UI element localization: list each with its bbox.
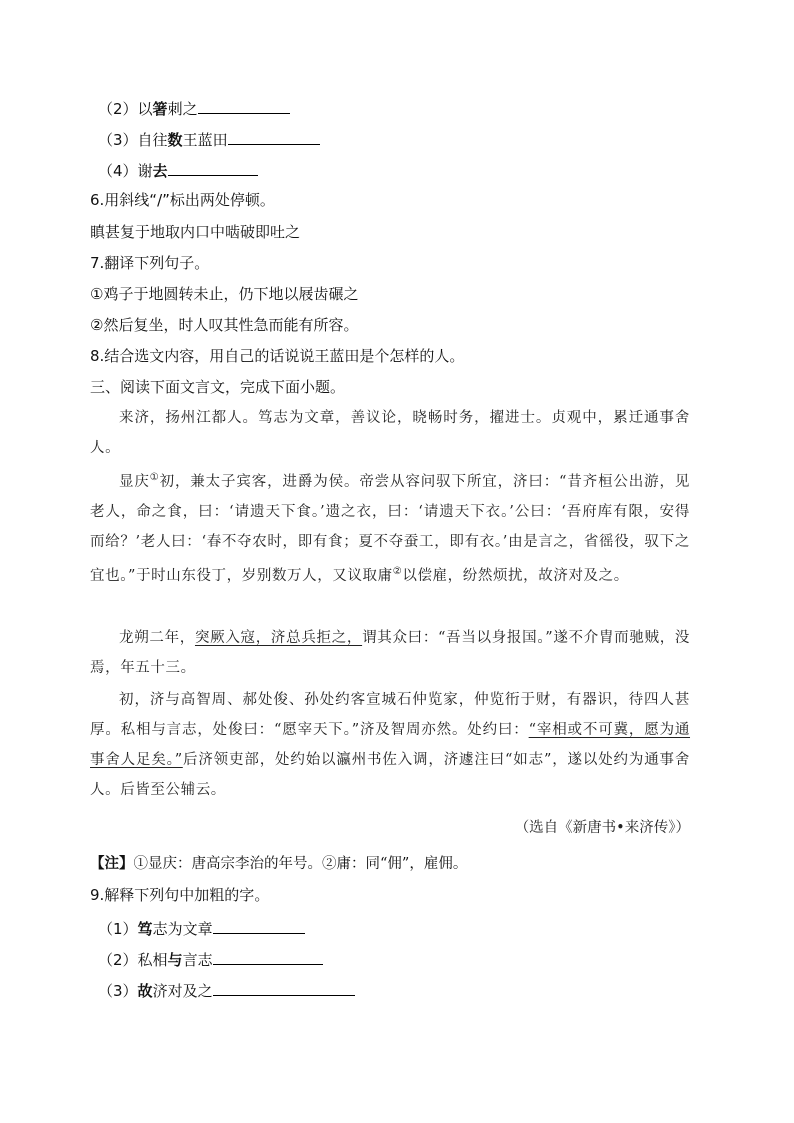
question-7-title: 7.翻译下列句子。 [90,254,210,272]
passage-source: （选自《新唐书•来济传》） [514,820,690,836]
question-item-3: （3）自往数王蓝田 [98,128,320,150]
underlined-sentence: “宰相或不可冀，愿为通事舍人足矣。” [90,722,691,768]
answer-blank[interactable] [168,159,258,176]
question-9-item-3: （3）故济对及之 [98,979,355,1001]
question-9-title: 9.解释下列句中加粗的字。 [90,886,270,904]
question-6-title: 6.用斜线“/”标出两处停顿。 [90,191,275,209]
answer-blank[interactable] [213,979,355,996]
answer-blank[interactable] [213,948,323,965]
question-item-2: （2）以箸刺之 [98,97,290,119]
section-3-heading: 三、阅读下面文言文，完成下面小题。 [90,378,346,396]
bold-char: 与 [167,951,183,969]
question-9-item-1: （1）笃志为文章 [98,917,305,939]
question-8: 8.结合选文内容，用自己的话说说王蓝田是个怎样的人。 [90,347,465,365]
bold-char: 笃 [137,920,153,938]
bold-char: 去 [152,162,168,180]
bold-char: 数 [167,131,183,149]
passage-paragraph-1: 来济，扬州江都人。笃志为文章，善议论，晓畅时务，擢进士。贞观中，累迁通事舍人。 [90,410,690,456]
question-7-sentence-1: ①鸡子于地圆转未止，仍下地以屐齿碾之 [90,285,359,303]
question-6-text: 瞋甚复于地取内口中啮破即吐之 [90,223,301,241]
footnote-marker-2: ② [392,565,403,577]
passage-paragraph-3: 龙朔二年，突厥入寇，济总兵拒之，谓其众曰：“吾当以身报国。”遂不介胄而驰贼，没焉，年五十三。 [90,630,691,676]
answer-blank[interactable] [213,917,305,934]
answer-blank[interactable] [228,128,320,145]
footnote-marker-1: ① [149,472,160,483]
question-9-item-2: （2）私相与言志 [98,948,323,970]
question-item-4: （4）谢去 [98,159,258,181]
question-7-sentence-2: ②然后复坐，时人叹其性急而能有所容。 [90,316,359,334]
answer-blank[interactable] [198,97,290,114]
annotation-note: 【注】①显庆：唐高宗李治的年号。②庸：同“佣”，雇佣。 [90,855,468,872]
bold-char: 故 [137,982,153,1000]
passage-paragraph-4: 初，济与高智周、郝处俊、孙处约客宣城石仲览家，仲览衎于财，有器识，待四人甚厚。私相与言志，处俊曰：“愿宰天下。”济及智周亦然。处约曰：“宰相或不可冀，愿为通事舍人足矣。”后济领吏部，处约始以瀛州书佐入调，济遽注曰“如志”，遂以处约为通事舍人。后皆至公辅云。 [90,692,691,798]
passage-paragraph-2: 显庆①初，兼太子宾客，进爵为侯。帝尝从容问驭下所宜，济曰：“昔齐桓公出游，见老人，命之食，曰：‘请遗天下食。’遗之衣，曰：‘请遗天下衣。’公曰：‘吾府库有限，安得而给？’老人曰：‘春不夺农时，即有食；夏不夺蚕工，即有衣。’由是言之，省徭役，驭下之宜也。”于时山东役丁，岁别数万人，又议取庸②以偿雇，纷然烦扰，故济对及之。 [90,472,690,584]
underlined-sentence: 突厥入寇，济总兵拒之， [194,630,363,646]
bold-char: 箸 [152,100,168,118]
